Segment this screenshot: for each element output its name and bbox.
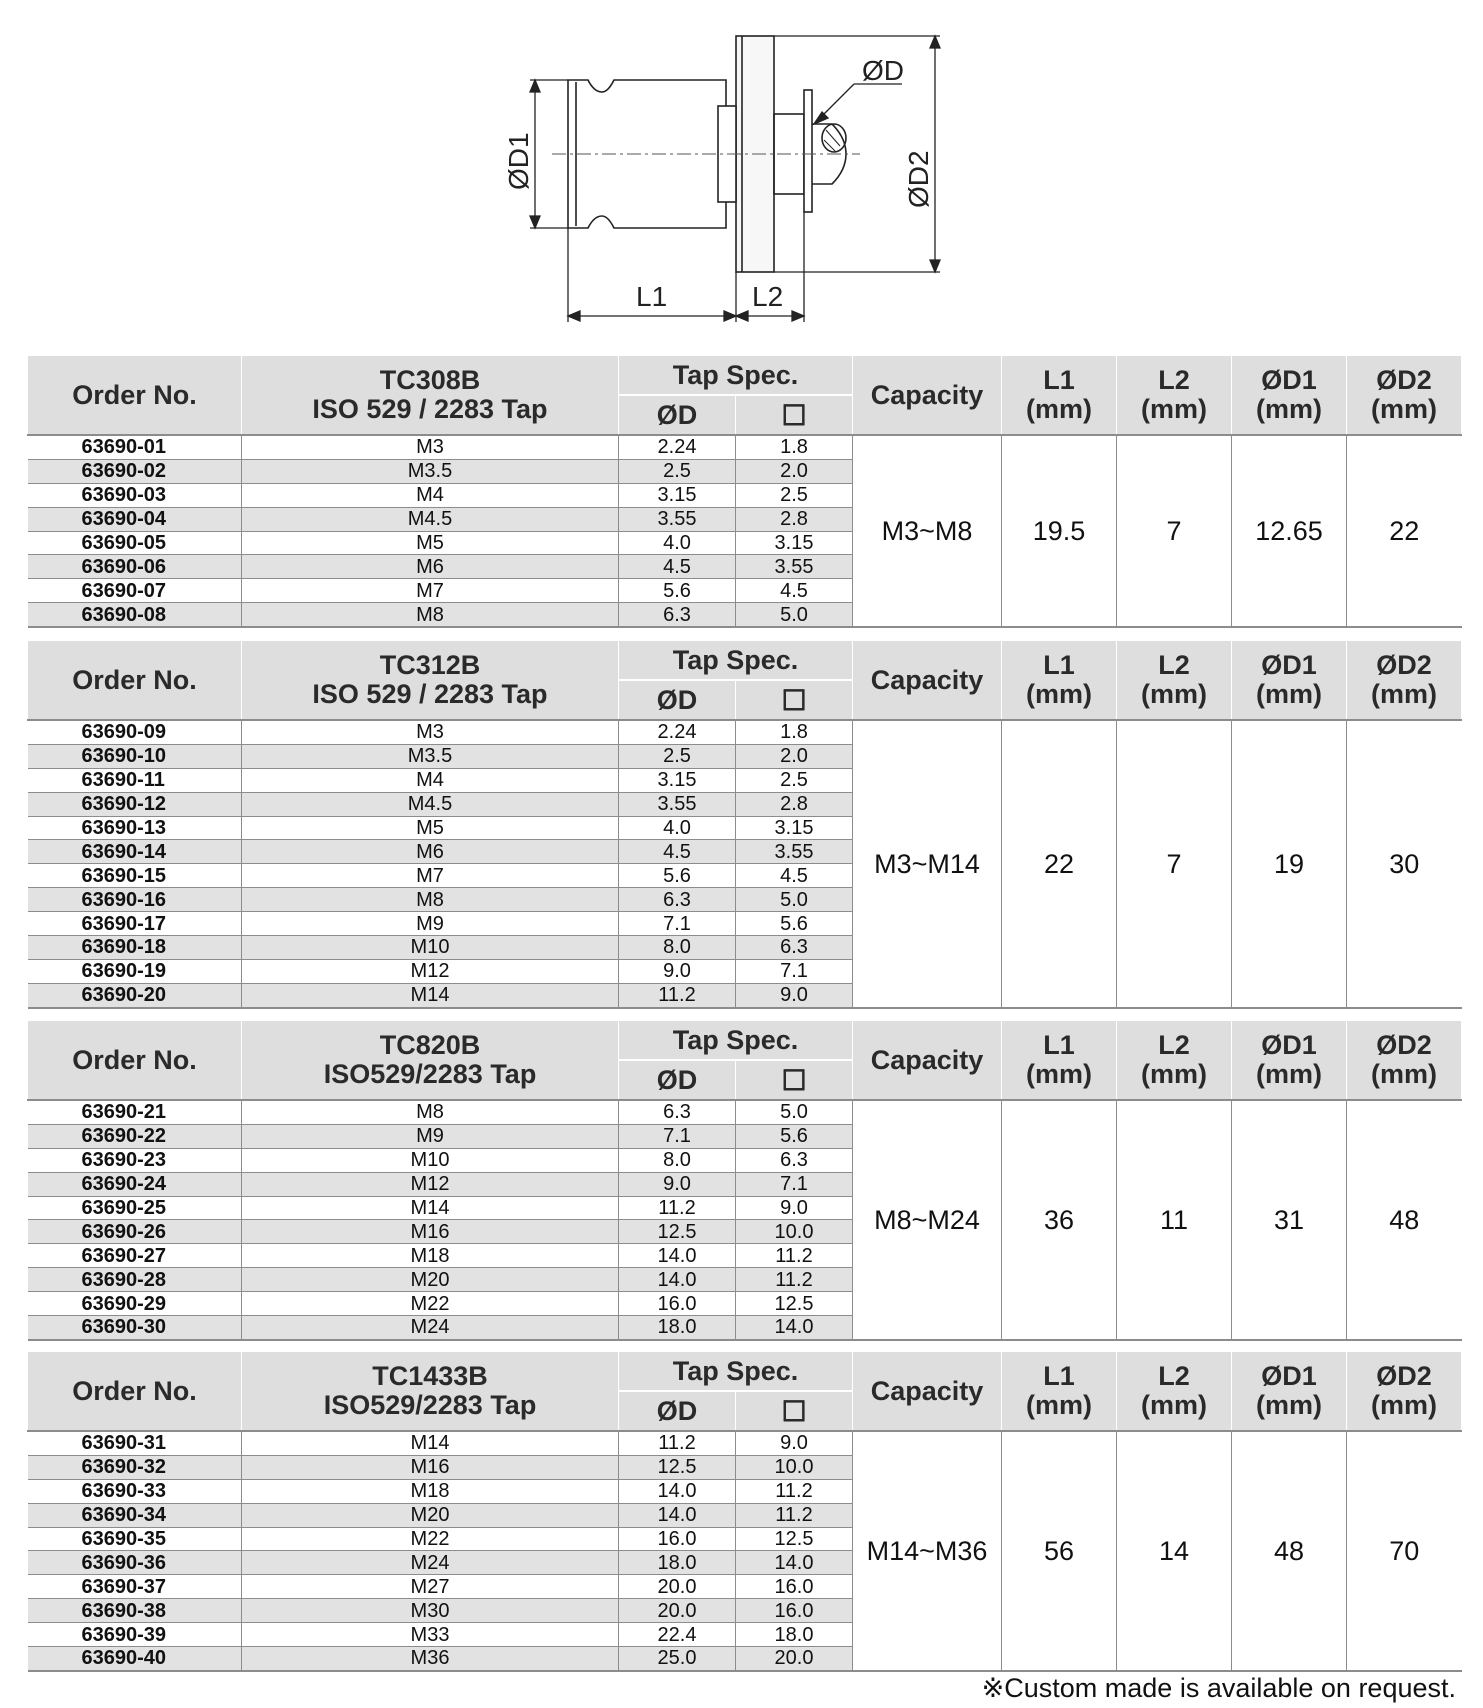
header-d2-unit: (mm) <box>1371 394 1438 424</box>
tap-diameter: 6.3 <box>619 888 736 912</box>
header-l1-label: L1 <box>1043 365 1075 395</box>
tap-diameter: 5.6 <box>619 864 736 888</box>
l1-value: 36 <box>1002 1100 1117 1340</box>
model-name: TC1433B <box>372 1361 488 1391</box>
tap-square: 3.55 <box>736 555 853 579</box>
order-number: 63690-15 <box>28 864 242 888</box>
table-row <box>28 435 1462 459</box>
tap-size: M7 <box>242 864 619 888</box>
order-number: 63690-03 <box>28 483 242 507</box>
tap-size: M36 <box>242 1647 619 1671</box>
d1-value: 12.65 <box>1232 435 1347 627</box>
label-l2: L2 <box>752 281 784 312</box>
tap-diameter: 16.0 <box>619 1292 736 1316</box>
model-name: TC308B <box>379 365 481 395</box>
tap-diameter: 8.0 <box>619 1148 736 1172</box>
tap-square: 9.0 <box>736 1431 853 1455</box>
tap-square: 10.0 <box>736 1455 853 1479</box>
tap-square: 7.1 <box>736 959 853 983</box>
l2-value: 7 <box>1117 435 1232 627</box>
d1-value: 19 <box>1232 720 1347 1008</box>
tap-square: 5.0 <box>736 1100 853 1124</box>
tap-square: 16.0 <box>736 1599 853 1623</box>
order-number: 63690-02 <box>28 459 242 483</box>
tap-size: M3.5 <box>242 744 619 768</box>
order-number: 63690-31 <box>28 1431 242 1455</box>
order-number: 63690-06 <box>28 555 242 579</box>
tap-size: M30 <box>242 1599 619 1623</box>
tap-square: 2.8 <box>736 507 853 531</box>
tap-size: M27 <box>242 1575 619 1599</box>
tap-size: M5 <box>242 816 619 840</box>
label-d1: ØD1 <box>503 132 534 190</box>
tap-size: M22 <box>242 1292 619 1316</box>
spec-table <box>27 1352 1462 1672</box>
d2-value: 70 <box>1347 1431 1462 1671</box>
tap-diameter: 4.0 <box>619 816 736 840</box>
order-number: 63690-14 <box>28 840 242 864</box>
tap-square: 9.0 <box>736 1196 853 1220</box>
tap-diameter: 8.0 <box>619 936 736 960</box>
tap-diameter: 12.5 <box>619 1220 736 1244</box>
tap-square: 12.5 <box>736 1292 853 1316</box>
header-model <box>242 356 619 435</box>
header-d2 <box>1347 356 1462 435</box>
header-d1-unit: (mm) <box>1256 1390 1323 1420</box>
spec-table <box>27 641 1462 1009</box>
header-model <box>242 641 619 720</box>
tap-square: 4.5 <box>736 864 853 888</box>
tap-square: 5.6 <box>736 912 853 936</box>
tap-diameter: 2.24 <box>619 720 736 744</box>
header-d1-unit: (mm) <box>1256 679 1323 709</box>
tap-size: M4 <box>242 768 619 792</box>
table-row <box>28 1431 1462 1455</box>
header-d2 <box>1347 1352 1462 1431</box>
tap-square: 2.0 <box>736 459 853 483</box>
spec-table <box>27 1021 1462 1341</box>
spec-table <box>27 356 1462 628</box>
order-number: 63690-01 <box>28 435 242 459</box>
header-l1-unit: (mm) <box>1026 394 1093 424</box>
tap-diameter: 12.5 <box>619 1455 736 1479</box>
header-d1-label: ØD1 <box>1261 365 1317 395</box>
l2-value: 14 <box>1117 1431 1232 1671</box>
tap-diameter: 18.0 <box>619 1551 736 1575</box>
tap-square: 10.0 <box>736 1220 853 1244</box>
tap-square: 1.8 <box>736 720 853 744</box>
model-standard: ISO 529 / 2283 Tap <box>312 394 548 424</box>
header-l2-unit: (mm) <box>1141 1390 1208 1420</box>
header-d2-unit: (mm) <box>1371 1059 1438 1089</box>
tap-size: M7 <box>242 579 619 603</box>
model-standard: ISO529/2283 Tap <box>323 1390 537 1420</box>
tap-square: 5.6 <box>736 1124 853 1148</box>
d2-value: 22 <box>1347 435 1462 627</box>
tap-size: M20 <box>242 1268 619 1292</box>
tap-size: M10 <box>242 1148 619 1172</box>
header-l1-label: L1 <box>1043 1361 1075 1391</box>
capacity-value: M3~M8 <box>853 435 1002 627</box>
tap-square: 16.0 <box>736 1575 853 1599</box>
order-number: 63690-09 <box>28 720 242 744</box>
header-capacity: Capacity <box>853 356 1002 435</box>
tap-size: M5 <box>242 531 619 555</box>
tap-diameter: 14.0 <box>619 1268 736 1292</box>
tap-diameter: 2.5 <box>619 744 736 768</box>
order-number: 63690-39 <box>28 1623 242 1647</box>
label-d: ØD <box>862 55 904 86</box>
tap-square: 11.2 <box>736 1503 853 1527</box>
tap-diameter: 4.5 <box>619 555 736 579</box>
tap-size: M10 <box>242 936 619 960</box>
tap-square: 2.0 <box>736 744 853 768</box>
header-d2 <box>1347 1021 1462 1100</box>
l2-value: 7 <box>1117 720 1232 1008</box>
tap-diameter: 6.3 <box>619 1100 736 1124</box>
header-l2-unit: (mm) <box>1141 679 1208 709</box>
order-number: 63690-28 <box>28 1268 242 1292</box>
header-d1 <box>1232 356 1347 435</box>
header-model <box>242 1352 619 1431</box>
header-l1 <box>1002 1352 1117 1431</box>
header-dia-d: ØD <box>619 1391 736 1431</box>
tap-square: 3.55 <box>736 840 853 864</box>
model-name: TC820B <box>379 1030 481 1060</box>
header-d2-label: ØD2 <box>1376 1030 1432 1060</box>
tap-diameter: 2.5 <box>619 459 736 483</box>
header-d1-label: ØD1 <box>1261 1361 1317 1391</box>
order-number: 63690-32 <box>28 1455 242 1479</box>
tap-square: 5.0 <box>736 603 853 627</box>
header-l1-label: L1 <box>1043 650 1075 680</box>
header-tap-spec: Tap Spec. <box>619 641 853 680</box>
header-l2-label: L2 <box>1158 1361 1190 1391</box>
tap-diameter: 18.0 <box>619 1316 736 1340</box>
header-d2-label: ØD2 <box>1376 650 1432 680</box>
order-number: 63690-10 <box>28 744 242 768</box>
tap-square: 18.0 <box>736 1623 853 1647</box>
tap-size: M4 <box>242 483 619 507</box>
header-capacity: Capacity <box>853 1021 1002 1100</box>
tap-square: 20.0 <box>736 1647 853 1671</box>
tap-diameter: 20.0 <box>619 1599 736 1623</box>
model-standard: ISO 529 / 2283 Tap <box>312 679 548 709</box>
tap-square: 11.2 <box>736 1479 853 1503</box>
header-capacity: Capacity <box>853 1352 1002 1431</box>
tap-square: 5.0 <box>736 888 853 912</box>
order-number: 63690-38 <box>28 1599 242 1623</box>
tap-square: 12.5 <box>736 1527 853 1551</box>
header-l2-unit: (mm) <box>1141 394 1208 424</box>
order-number: 63690-35 <box>28 1527 242 1551</box>
custom-note: ※Custom made is available on request. <box>981 1673 1456 1703</box>
tap-size: M12 <box>242 959 619 983</box>
order-number: 63690-17 <box>28 912 242 936</box>
d2-value: 30 <box>1347 720 1462 1008</box>
tap-diameter: 5.6 <box>619 579 736 603</box>
tap-size: M33 <box>242 1623 619 1647</box>
header-l1-unit: (mm) <box>1026 679 1093 709</box>
tap-size: M14 <box>242 1431 619 1455</box>
header-l2-label: L2 <box>1158 650 1190 680</box>
header-l2 <box>1117 641 1232 720</box>
header-order-no: Order No. <box>28 1352 242 1431</box>
d1-value: 31 <box>1232 1100 1347 1340</box>
l2-value: 11 <box>1117 1100 1232 1340</box>
tap-square: 3.15 <box>736 531 853 555</box>
tap-diameter: 4.5 <box>619 840 736 864</box>
header-l1 <box>1002 1021 1117 1100</box>
tap-size: M3 <box>242 720 619 744</box>
header-dia-d: ØD <box>619 1060 736 1100</box>
tap-size: M18 <box>242 1479 619 1503</box>
tap-diameter: 11.2 <box>619 1196 736 1220</box>
order-number: 63690-27 <box>28 1244 242 1268</box>
header-l2 <box>1117 356 1232 435</box>
order-number: 63690-24 <box>28 1172 242 1196</box>
header-square: ☐ <box>736 395 853 435</box>
tap-diameter: 4.0 <box>619 531 736 555</box>
header-order-no: Order No. <box>28 356 242 435</box>
tap-size: M16 <box>242 1220 619 1244</box>
tap-diameter: 9.0 <box>619 1172 736 1196</box>
tap-square: 14.0 <box>736 1316 853 1340</box>
header-l2-unit: (mm) <box>1141 1059 1208 1089</box>
order-number: 63690-26 <box>28 1220 242 1244</box>
order-number: 63690-19 <box>28 959 242 983</box>
l1-value: 19.5 <box>1002 435 1117 627</box>
order-number: 63690-23 <box>28 1148 242 1172</box>
header-d2-label: ØD2 <box>1376 365 1432 395</box>
tap-square: 11.2 <box>736 1244 853 1268</box>
header-d2-label: ØD2 <box>1376 1361 1432 1391</box>
header-square: ☐ <box>736 1060 853 1100</box>
header-l1-unit: (mm) <box>1026 1059 1093 1089</box>
order-number: 63690-34 <box>28 1503 242 1527</box>
tap-size: M14 <box>242 983 619 1007</box>
header-d1 <box>1232 641 1347 720</box>
header-d1 <box>1232 1021 1347 1100</box>
header-order-no: Order No. <box>28 641 242 720</box>
header-d2-unit: (mm) <box>1371 679 1438 709</box>
l1-value: 56 <box>1002 1431 1117 1671</box>
tap-diameter: 25.0 <box>619 1647 736 1671</box>
tap-size: M9 <box>242 912 619 936</box>
header-order-no: Order No. <box>28 1021 242 1100</box>
tap-diameter: 9.0 <box>619 959 736 983</box>
tap-square: 4.5 <box>736 579 853 603</box>
tap-size: M3.5 <box>242 459 619 483</box>
tap-diameter: 3.15 <box>619 768 736 792</box>
tap-square: 14.0 <box>736 1551 853 1575</box>
tap-diameter: 7.1 <box>619 1124 736 1148</box>
header-capacity: Capacity <box>853 641 1002 720</box>
tap-square: 9.0 <box>736 983 853 1007</box>
tap-size: M24 <box>242 1551 619 1575</box>
header-d2 <box>1347 641 1462 720</box>
tap-diameter: 3.15 <box>619 483 736 507</box>
header-model <box>242 1021 619 1100</box>
tap-diameter: 6.3 <box>619 603 736 627</box>
header-l1-label: L1 <box>1043 1030 1075 1060</box>
tap-size: M8 <box>242 1100 619 1124</box>
order-number: 63690-30 <box>28 1316 242 1340</box>
order-number: 63690-21 <box>28 1100 242 1124</box>
tap-square: 6.3 <box>736 1148 853 1172</box>
order-number: 63690-05 <box>28 531 242 555</box>
header-d1-label: ØD1 <box>1261 1030 1317 1060</box>
tap-adapter-diagram <box>0 0 1483 345</box>
tap-diameter: 11.2 <box>619 983 736 1007</box>
order-number: 63690-18 <box>28 936 242 960</box>
tap-size: M20 <box>242 1503 619 1527</box>
header-l2 <box>1117 1021 1232 1100</box>
header-l1 <box>1002 356 1117 435</box>
order-number: 63690-12 <box>28 792 242 816</box>
capacity-value: M3~M14 <box>853 720 1002 1008</box>
capacity-value: M8~M24 <box>853 1100 1002 1340</box>
tap-square: 3.15 <box>736 816 853 840</box>
tap-diameter: 16.0 <box>619 1527 736 1551</box>
tap-square: 2.5 <box>736 483 853 507</box>
order-number: 63690-08 <box>28 603 242 627</box>
d2-value: 48 <box>1347 1100 1462 1340</box>
tap-square: 2.5 <box>736 768 853 792</box>
tap-size: M4.5 <box>242 507 619 531</box>
header-square: ☐ <box>736 680 853 720</box>
tap-size: M4.5 <box>242 792 619 816</box>
order-number: 63690-04 <box>28 507 242 531</box>
header-l1 <box>1002 641 1117 720</box>
tap-diameter: 3.55 <box>619 792 736 816</box>
header-d1-unit: (mm) <box>1256 394 1323 424</box>
table-row <box>28 720 1462 744</box>
tap-size: M6 <box>242 555 619 579</box>
tap-square: 1.8 <box>736 435 853 459</box>
label-l1: L1 <box>636 281 668 312</box>
header-l2-label: L2 <box>1158 1030 1190 1060</box>
order-number: 63690-20 <box>28 983 242 1007</box>
tap-size: M6 <box>242 840 619 864</box>
order-number: 63690-37 <box>28 1575 242 1599</box>
tap-size: M18 <box>242 1244 619 1268</box>
order-number: 63690-36 <box>28 1551 242 1575</box>
tap-diameter: 2.24 <box>619 435 736 459</box>
header-d2-unit: (mm) <box>1371 1390 1438 1420</box>
header-tap-spec: Tap Spec. <box>619 1021 853 1060</box>
label-d2: ØD2 <box>903 150 934 208</box>
tap-size: M14 <box>242 1196 619 1220</box>
tap-diameter: 14.0 <box>619 1479 736 1503</box>
order-number: 63690-22 <box>28 1124 242 1148</box>
tap-diameter: 11.2 <box>619 1431 736 1455</box>
table-row <box>28 1100 1462 1124</box>
header-tap-spec: Tap Spec. <box>619 1352 853 1391</box>
order-number: 63690-29 <box>28 1292 242 1316</box>
tap-diameter: 14.0 <box>619 1503 736 1527</box>
tap-size: M24 <box>242 1316 619 1340</box>
tap-diameter: 14.0 <box>619 1244 736 1268</box>
order-number: 63690-33 <box>28 1479 242 1503</box>
tap-size: M9 <box>242 1124 619 1148</box>
tap-diameter: 7.1 <box>619 912 736 936</box>
order-number: 63690-11 <box>28 768 242 792</box>
tap-diameter: 22.4 <box>619 1623 736 1647</box>
header-l2 <box>1117 1352 1232 1431</box>
tap-size: M3 <box>242 435 619 459</box>
header-d1-unit: (mm) <box>1256 1059 1323 1089</box>
header-tap-spec: Tap Spec. <box>619 356 853 395</box>
tap-size: M12 <box>242 1172 619 1196</box>
header-d1-label: ØD1 <box>1261 650 1317 680</box>
tap-diameter: 20.0 <box>619 1575 736 1599</box>
header-dia-d: ØD <box>619 395 736 435</box>
tap-size: M16 <box>242 1455 619 1479</box>
capacity-value: M14~M36 <box>853 1431 1002 1671</box>
d1-value: 48 <box>1232 1431 1347 1671</box>
tap-size: M8 <box>242 603 619 627</box>
order-number: 63690-16 <box>28 888 242 912</box>
tap-square: 6.3 <box>736 936 853 960</box>
order-number: 63690-25 <box>28 1196 242 1220</box>
header-l2-label: L2 <box>1158 365 1190 395</box>
model-standard: ISO529/2283 Tap <box>323 1059 537 1089</box>
tap-square: 11.2 <box>736 1268 853 1292</box>
order-number: 63690-07 <box>28 579 242 603</box>
tap-size: M22 <box>242 1527 619 1551</box>
l1-value: 22 <box>1002 720 1117 1008</box>
tap-diameter: 3.55 <box>619 507 736 531</box>
header-l1-unit: (mm) <box>1026 1390 1093 1420</box>
header-d1 <box>1232 1352 1347 1431</box>
tap-square: 7.1 <box>736 1172 853 1196</box>
header-dia-d: ØD <box>619 680 736 720</box>
tap-size: M8 <box>242 888 619 912</box>
header-square: ☐ <box>736 1391 853 1431</box>
model-name: TC312B <box>379 650 481 680</box>
order-number: 63690-40 <box>28 1647 242 1671</box>
tap-square: 2.8 <box>736 792 853 816</box>
order-number: 63690-13 <box>28 816 242 840</box>
